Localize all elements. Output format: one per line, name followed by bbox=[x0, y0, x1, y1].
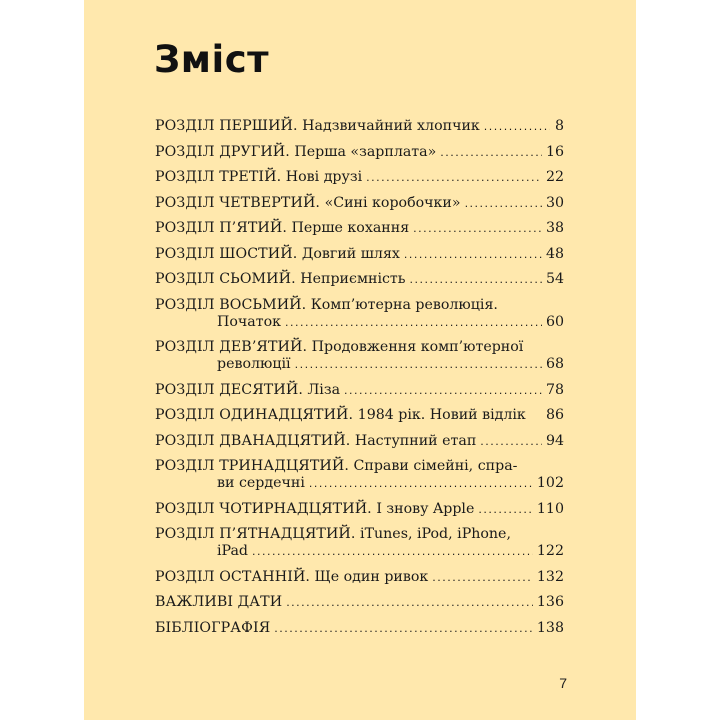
toc-page-number: 16 bbox=[545, 143, 564, 160]
page-number: 7 bbox=[559, 675, 567, 691]
toc-page-number: 94 bbox=[545, 432, 564, 449]
toc-title-continued: революції bbox=[217, 356, 291, 372]
dot-leader bbox=[413, 220, 542, 237]
toc-chapter: РОЗДІЛ ТРИНАДЦЯТИЙ. bbox=[155, 458, 349, 474]
toc-title: «Сині коробочки» bbox=[324, 194, 461, 211]
toc-entry[interactable] bbox=[155, 620, 564, 637]
toc-chapter: РОЗДІЛ ДЕВ’ЯТИЙ. bbox=[155, 339, 308, 355]
toc-title: 1984 рік. Новий відлік bbox=[357, 407, 526, 423]
toc-title: Перша «зарплата» bbox=[294, 143, 437, 160]
toc-title: Наступний етап bbox=[354, 432, 477, 449]
toc-entry[interactable] bbox=[155, 169, 564, 186]
toc-chapter: РОЗДІЛ ЧЕТВЕРТИЙ. bbox=[155, 194, 321, 211]
toc-chapter: РОЗДІЛ ЧОТИРНАДЦЯТИЙ. bbox=[155, 500, 372, 517]
toc-title: iTunes, iPod, iPhone, bbox=[360, 526, 511, 542]
dot-leader bbox=[480, 433, 542, 450]
dot-leader bbox=[440, 144, 542, 161]
dot-leader bbox=[295, 356, 542, 373]
toc-entry[interactable] bbox=[155, 195, 564, 212]
toc-title: Справи сімейні, спра- bbox=[353, 458, 518, 474]
toc-page-number: 136 bbox=[536, 594, 564, 610]
toc-entry[interactable] bbox=[155, 271, 564, 288]
toc-page-number: 68 bbox=[545, 356, 564, 372]
toc-title: Довгий шлях bbox=[301, 245, 400, 262]
toc-chapter: РОЗДІЛ ТРЕТІЙ. bbox=[155, 169, 282, 185]
toc-title: Надзвичайний хлопчик bbox=[302, 118, 480, 134]
toc-title: Ще один ривок bbox=[314, 568, 429, 585]
toc-entry[interactable] bbox=[155, 594, 564, 611]
toc-entry[interactable] bbox=[155, 407, 564, 424]
toc-entry[interactable] bbox=[155, 569, 564, 586]
toc-title: Комп’ютерна революція. bbox=[310, 296, 498, 313]
toc-title-continued: Початок bbox=[217, 313, 282, 330]
toc-page-number: 22 bbox=[545, 169, 564, 185]
toc-title-continued: ви сердечні bbox=[217, 475, 305, 491]
toc-page-number: 110 bbox=[536, 500, 564, 517]
toc-page-number: 48 bbox=[545, 245, 564, 262]
toc-page-number: 30 bbox=[545, 194, 564, 211]
dot-leader bbox=[344, 382, 542, 399]
toc-title: Неприємність bbox=[300, 271, 406, 287]
dot-leader bbox=[286, 594, 533, 611]
toc-chapter: РОЗДІЛ ОСТАННІЙ. bbox=[155, 568, 311, 585]
toc-page-number: 86 bbox=[545, 407, 564, 423]
toc-chapter: РОЗДІЛ ШОСТИЙ. bbox=[155, 245, 298, 262]
toc-chapter: РОЗДІЛ ДРУГИЙ. bbox=[155, 143, 290, 160]
toc-page-number: 78 bbox=[545, 381, 564, 398]
toc-chapter: ВАЖЛИВІ ДАТИ bbox=[155, 594, 283, 610]
toc-page-number: 54 bbox=[545, 271, 564, 287]
dot-leader bbox=[404, 246, 542, 263]
toc-chapter: РОЗДІЛ ДВАНАДЦЯТИЙ. bbox=[155, 432, 351, 449]
toc-title: Ліза bbox=[307, 381, 341, 398]
dot-leader bbox=[274, 620, 533, 637]
dot-leader bbox=[484, 118, 550, 135]
toc-entry[interactable] bbox=[155, 501, 564, 518]
toc-page-number: 138 bbox=[536, 619, 564, 636]
toc-title: І знову Apple bbox=[376, 500, 475, 517]
dot-leader bbox=[366, 169, 542, 186]
table-of-contents bbox=[155, 118, 564, 645]
toc-entry[interactable] bbox=[155, 382, 564, 399]
dot-leader bbox=[309, 475, 533, 492]
toc-page-number: 38 bbox=[545, 220, 564, 236]
toc-title: Нові друзі bbox=[285, 169, 363, 185]
toc-chapter: РОЗДІЛ ДЕСЯТИЙ. bbox=[155, 381, 303, 398]
toc-chapter: РОЗДІЛ П’ЯТИЙ. bbox=[155, 220, 287, 236]
dot-leader bbox=[252, 543, 533, 560]
book-page bbox=[84, 0, 636, 720]
toc-entry[interactable] bbox=[155, 220, 564, 237]
toc-chapter: РОЗДІЛ П’ЯТНАДЦЯТИЙ. bbox=[155, 526, 356, 542]
toc-chapter: БІБЛІОГРАФІЯ bbox=[155, 619, 271, 636]
toc-title: Продовження комп’ютерної bbox=[311, 339, 524, 355]
toc-title-continued: iPad bbox=[217, 543, 248, 559]
toc-entry[interactable] bbox=[155, 297, 564, 331]
toc-page-number: 60 bbox=[545, 313, 564, 330]
dot-leader bbox=[432, 569, 533, 586]
dot-leader bbox=[285, 314, 542, 331]
dot-leader bbox=[478, 501, 533, 518]
dot-leader bbox=[410, 271, 542, 288]
toc-chapter: РОЗДІЛ ОДИНАДЦЯТИЙ. bbox=[155, 407, 354, 423]
toc-page-number: 122 bbox=[536, 543, 564, 559]
dot-leader bbox=[465, 195, 542, 212]
toc-entry[interactable] bbox=[155, 144, 564, 161]
toc-entry[interactable] bbox=[155, 526, 564, 560]
toc-page-number: 102 bbox=[536, 475, 564, 491]
toc-title: Перше кохання bbox=[291, 220, 410, 236]
toc-chapter: РОЗДІЛ СЬОМИЙ. bbox=[155, 271, 296, 287]
toc-entry[interactable] bbox=[155, 118, 564, 135]
toc-chapter: РОЗДІЛ ПЕРШИЙ. bbox=[155, 118, 298, 134]
toc-entry[interactable] bbox=[155, 246, 564, 263]
toc-page-number: 132 bbox=[536, 568, 564, 585]
toc-entry[interactable] bbox=[155, 433, 564, 450]
toc-entry[interactable] bbox=[155, 458, 564, 492]
toc-entry[interactable] bbox=[155, 339, 564, 373]
toc-chapter: РОЗДІЛ ВОСЬМИЙ. bbox=[155, 296, 307, 313]
toc-page-number: 8 bbox=[554, 118, 564, 134]
page-title: Зміст bbox=[154, 38, 270, 81]
